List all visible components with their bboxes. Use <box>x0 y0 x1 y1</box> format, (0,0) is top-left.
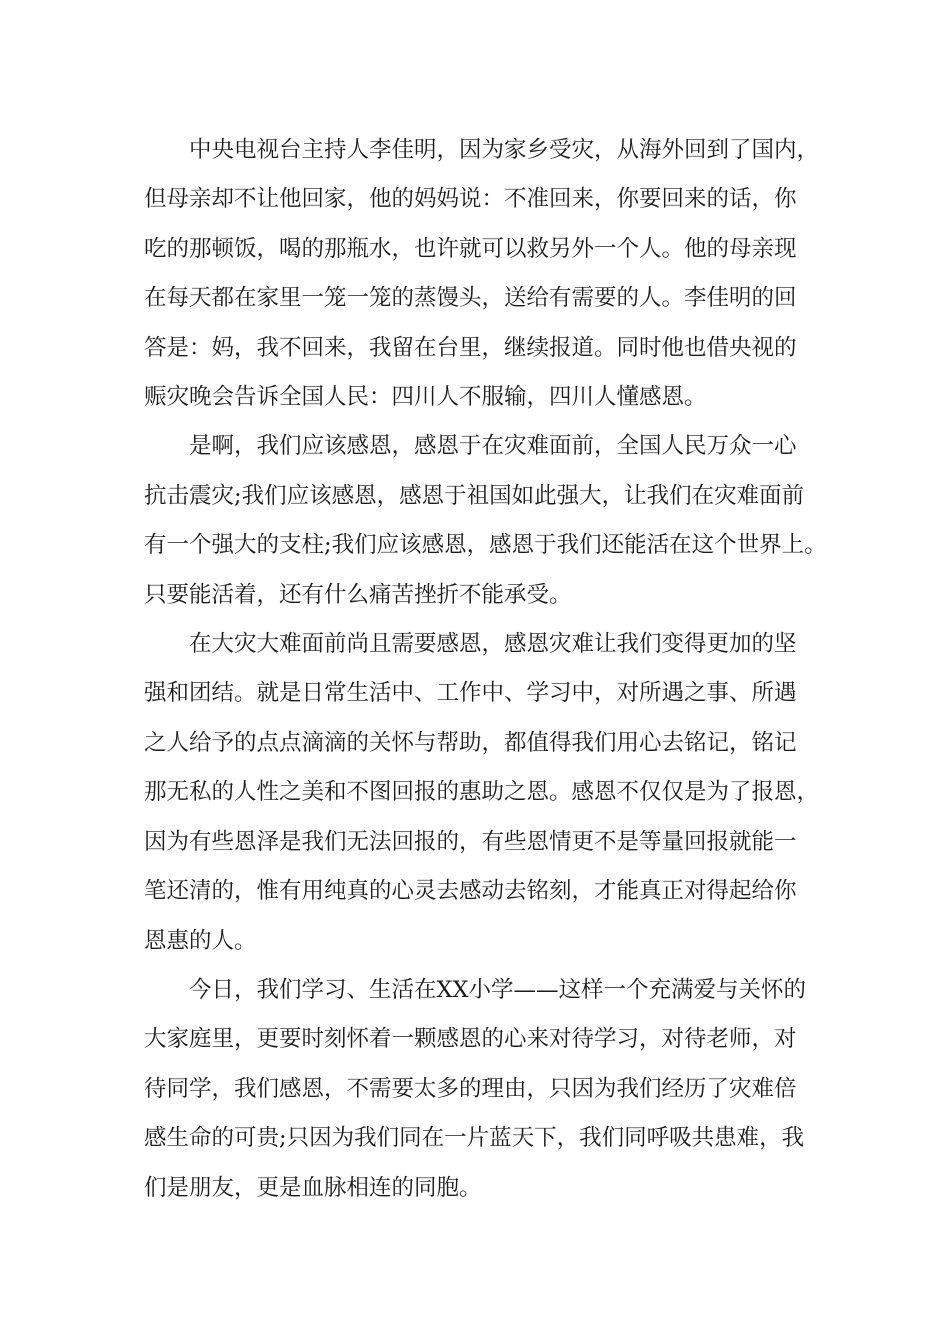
paragraph-line: 有一个强大的支柱;我们应该感恩，感恩于我们还能活在这个世界上。 <box>144 532 827 559</box>
paragraph-1 <box>144 126 824 422</box>
paragraph-line: 那无私的人性之美和不图回报的惠助之恩。感恩不仅仅是为了报恩， <box>144 779 820 806</box>
paragraph-line: 抗击震灾;我们应该感恩，感恩于祖国如此强大，让我们在灾难面前 <box>144 482 805 509</box>
paragraph-4 <box>144 966 824 1213</box>
paragraph-line: 笔还清的，惟有用纯真的心灵去感动去铭刻，才能真正对得起给你 <box>144 878 797 905</box>
paragraph-line: 赈灾晚会告诉全国人民：四川人不服输，四川人懂感恩。 <box>144 384 707 411</box>
paragraph-line: 但母亲却不让他回家，他的妈妈说：不准回来，你要回来的话，你 <box>144 186 797 213</box>
paragraph-line: 在大灾大难面前尚且需要感恩，感恩灾难让我们变得更加的坚 <box>189 631 797 658</box>
paragraph-line: 答是：妈，我不回来，我留在台里，继续报道。同时他也借央视的 <box>144 334 797 361</box>
paragraph-line: 因为有些恩泽是我们无法回报的，有些恩情更不是等量回报就能一 <box>144 828 797 855</box>
paragraph-line: 恩惠的人。 <box>144 927 257 954</box>
paragraph-line: 强和团结。就是日常生活中、工作中、学习中，对所遇之事、所遇 <box>144 680 797 707</box>
paragraph-line: 待同学，我们感恩，不需要太多的理由，只因为我们经历了灾难倍 <box>144 1075 797 1102</box>
document-body <box>144 126 827 1213</box>
paragraph-line: 之人给予的点点滴滴的关怀与帮助，都值得我们用心去铭记，铭记 <box>144 729 797 756</box>
paragraph-line: 只要能活着，还有什么痛苦挫折不能承受。 <box>144 581 572 608</box>
paragraph-line: 吃的那顿饭，喝的那瓶水，也许就可以救另外一个人。他的母亲现 <box>144 235 797 262</box>
paragraph-3 <box>144 620 824 966</box>
paragraph-2 <box>144 422 827 620</box>
paragraph-line: 今日，我们学习、生活在XX小学——这样一个充满爱与关怀的 <box>189 976 807 1003</box>
paragraph-line: 中央电视台主持人李佳明，因为家乡受灾，从海外回到了国内， <box>189 137 820 163</box>
paragraph-line: 感生命的可贵;只因为我们同在一片蓝天下，我们同呼吸共患难，我 <box>144 1125 805 1152</box>
paragraph-line: 是啊，我们应该感恩，感恩于在灾难面前，全国人民万众一心 <box>189 433 797 460</box>
paragraph-line: 们是朋友，更是血脉相连的同胞。 <box>144 1174 482 1201</box>
paragraph-line: 在每天都在家里一笼一笼的蒸馒头，送给有需要的人。李佳明的回 <box>144 285 797 312</box>
paragraph-line: 大家庭里，更要时刻怀着一颗感恩的心来对待学习，对待老师，对 <box>144 1026 797 1053</box>
